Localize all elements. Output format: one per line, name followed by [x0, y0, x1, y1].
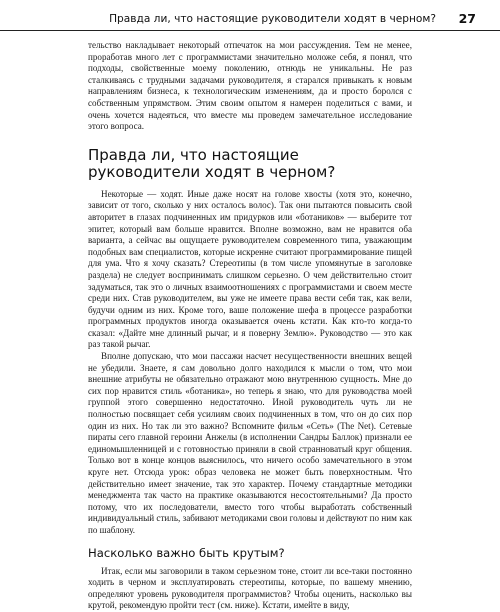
- intro-paragraph: тельство накладывает некоторый отпечаток на мои рассуждения. Тем не менее, проработав много лет с программистами значительно моложе себя, я понял, что подходы, свойственные моему поколению, отнюдь не уникальны. Не раз сталкиваясь с трудными задачами руководителя, я старался привыкать к новым направлениям бизнеса, к технологическим изменениям, да и просто боролся с собственным упрямством. Этим своим опытом я намерен поделиться с вами, и очень хочется надеяться, что вместе мы проведем замечательное исследование этого вопроса.: [88, 40, 412, 132]
- header-rule: [0, 30, 500, 31]
- section-heading: Правда ли, что настоящие руководители ходят в черном?: [88, 145, 336, 181]
- running-title: Правда ли, что настоящие руководители ходят в черном?: [109, 13, 436, 25]
- subsection-paragraph: Итак, если мы заговорили в таком серьезном тоне, стоит ли все-таки постоянно ходить в черном и эксплуатировать стереотипы, которые, по вашему мнению, определяют уровень руководителя программистов? Чтобы оценить, насколько вы крутой, рекомендую пройти тест (см. ниже). Кстати, имейте в виду,: [88, 565, 412, 611]
- subsection-heading: Насколько важно быть крутым?: [88, 545, 285, 560]
- page-body: [88, 40, 412, 612]
- page-number: 27: [458, 11, 476, 26]
- section-paragraph-1: Некоторые — ходят. Иные даже носят на голове хвосты (хотя это, конечно, зависит от того, сколько у них осталось волос). Так они пытаются повысить свой авторитет в глазах подчиненных им придурков или «ботаников» — выберите тот эпитет, который вам больше нравится. Вполне возможно, вам не нравится оба варианта, а сейчас вы ощущаете руководителем современного типа, уважающим подобных вам специалистов, которые искренне считают программирование пищей для ума. Что я хочу сказать? Стереотипы (в том числе упомянутые в заголовке раздела) не следует воспринимать слишком серьезно. О чем действительно стоит задуматься, так это о личных взаимоотношениях с программистами и своем месте среди них. Став руководителем, вы уже не имеете права вести себя так, как вели, будучи одним из них. Кроме того, ваше положение шефа в процессе разработки программных продуктов иногда оказывается очень кстати. Как кто-то когда-то сказал: «Дайте мне длинный рычаг, и я поверну Землю». Руководство — это как раз такой рычаг.: [88, 188, 412, 350]
- section-paragraph-2: Вполне допускаю, что мои пассажи насчет несущественности внешних вещей не убедили. Знаете, я сам довольно долго находился к мысли о том, что мои внешние атрибуты не обязательно отражают мою внутреннюю сущность. Мне до сих пор нравится стиль «ботаника», но теперь я знаю, что для руководства моей группой этого совершенно недостаточно. Иной руководитель чуть ли не полностью посвящает себя усилиям своих подчиненных в том, что он до сих пор один из них. Но так ли это важно? Вспомните фильм «Сеть» (The Net). Сетевые пираты сего главной героини Анжелы (в исполнении Сандры Баллок) признали ее единомышленницей и с готовностью приняли в свой странноватый круг общения. Только вот в конце концов выяснилось, что ничего особо замечательного в этом круге нет. Отсюда урок: образ человека не может быть поверхностным. Что действительно имеет значение, так это характер. Почему стандартные методики менеджмента так часто на практике оказываются несостоятельными? Да просто потому, что их последователи, вместо того чтобы выработать собственный индивидуальный стиль, забивают методиками свои головы и действуют по ним как по шаблону.: [88, 351, 412, 535]
- running-header: [0, 0, 500, 34]
